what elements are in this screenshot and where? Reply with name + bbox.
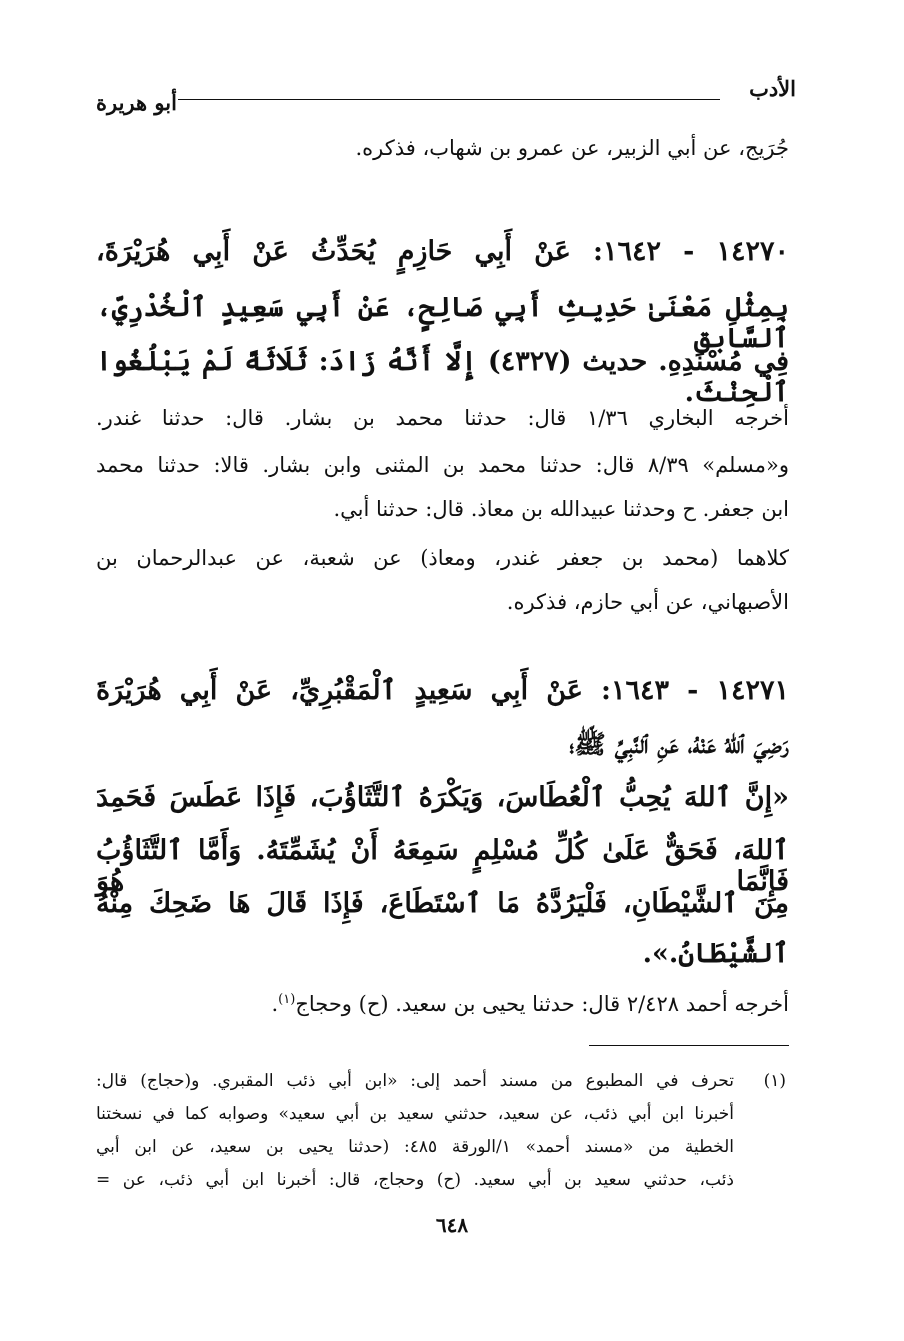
- footnote-number: (١): [763, 1071, 786, 1091]
- hadith-line: مِنَ ٱلشَّيْطَانِ، فَلْيَرُدَّهُ مَا ٱسْتَطَاعَ، فَإِذَا قَالَ هَا ضَحِكَ مِنْهُ: [96, 888, 789, 919]
- footnote-line: الخطية من «مسند أحمد» ١/الورقة ٤٨٥: (حدثنا يحيى بن سعيد، عن ابن أبي: [96, 1137, 734, 1157]
- running-header-narrator: أبو هريرة: [96, 90, 177, 115]
- takhrij-line: أخرجه البخاري ١/٣٦ قال: حدثنا محمد بن بشار. قال: حدثنا غندر.: [96, 406, 789, 430]
- footnote-line: أخبرنا ابن أبي ذئب، عن سعيد، حدثني سعيد بن أبي سعيد» وصوابه كما في نسختنا: [96, 1104, 734, 1124]
- hadith-line: ٱلشَّيْطَانُ.».: [642, 938, 789, 969]
- hadith-line: رَضِيَ ٱللهُ عَنْهُ، عَنِ ٱلنَّبِيِّ ﷺ؛: [569, 730, 789, 760]
- running-header-chapter: الأدب: [749, 76, 796, 101]
- text-line: جُرَيج، عن أبي الزبير، عن عمرو بن شهاب، فذكره.: [355, 136, 789, 160]
- takhrij-line: و«مسلم» ٨/٣٩ قال: حدثنا محمد بن المثنى وابن بشار. قالا: حدثنا محمد: [96, 453, 789, 477]
- footnote-line: ذئب، حدثني سعيد بن أبي سعيد. (ح) وحجاج، قال: أخبرنا ابن أبي ذئب، عن =: [96, 1170, 734, 1190]
- hadith-line: «إِنَّ ٱللهَ يُحِبُّ ٱلْعُطَاسَ، وَيَكْرَهُ ٱلتَّثَاؤُبَ، فَإِذَا عَطَسَ فَحَمِدَ: [96, 782, 789, 813]
- takhrij-line: كلاهما (محمد بن جعفر غندر، ومعاذ) عن شعبة، عن عبدالرحمان بن: [96, 546, 789, 570]
- hadith-line: ١٤٢٧٠ - ١٦٤٢: عَنْ أَبِي حَازِمٍ يُحَدِّثُ عَنْ أَبِي هُرَيْرَةَ،: [96, 236, 789, 267]
- takhrij-line: الأصبهاني، عن أبي حازم، فذكره.: [506, 590, 789, 614]
- header-rule: [178, 99, 720, 100]
- hadith-line: فِي مُسْنَدِهِ. حديث (٤٣٢٧) إِلَّا أَنَّهُ زَادَ: ثَلَاثَةً لَمْ يَبْلُغُوا ٱلْحِنْثَ.: [96, 346, 789, 408]
- hadith-line: ١٤٢٧١ - ١٦٤٣: عَنْ أَبِي سَعِيدٍ ٱلْمَقْبُرِيِّ، عَنْ أَبِي هُرَيْرَةَ: [96, 675, 789, 706]
- footnote-marker[interactable]: (١): [278, 992, 296, 1007]
- takhrij-text: أخرجه أحمد ٢/٤٢٨ قال: حدثنا يحيى بن سعيد. (ح) وحجاج: [295, 992, 789, 1016]
- takhrij-line: أخرجه أحمد ٢/٤٢٨ قال: حدثنا يحيى بن سعيد. (ح) وحجاج$^{(١)}$.: [271, 992, 789, 1016]
- footnote-line: تحرف في المطبوع من مسند أحمد إلى: «ابن أبي ذئب المقبري. و(حجاج) قال:: [96, 1071, 734, 1091]
- hadith-line: بِمِثْلِ مَعْنَىٰ حَدِيثِ أَبِي صَالِحٍ، عَنْ أَبِي سَعِيدٍ ٱلْخُدْرِيِّ، ٱلسَّابق: [96, 292, 789, 354]
- takhrij-line: ابن جعفر. ح وحدثنا عبيدالله بن معاذ. قال: حدثنا أبي.: [333, 497, 789, 521]
- hadith-line: ٱللهَ، فَحَقٌّ عَلَىٰ كُلِّ مُسْلِمٍ سَمِعَهُ أَنْ يُشَمِّتَهُ. وَأَمَّا ٱلتَّثَاؤُبُ فَإِنَّمَا هُوَ: [96, 835, 789, 897]
- page-number: ٦٤٨: [435, 1213, 469, 1237]
- footnote-rule: [589, 1045, 789, 1046]
